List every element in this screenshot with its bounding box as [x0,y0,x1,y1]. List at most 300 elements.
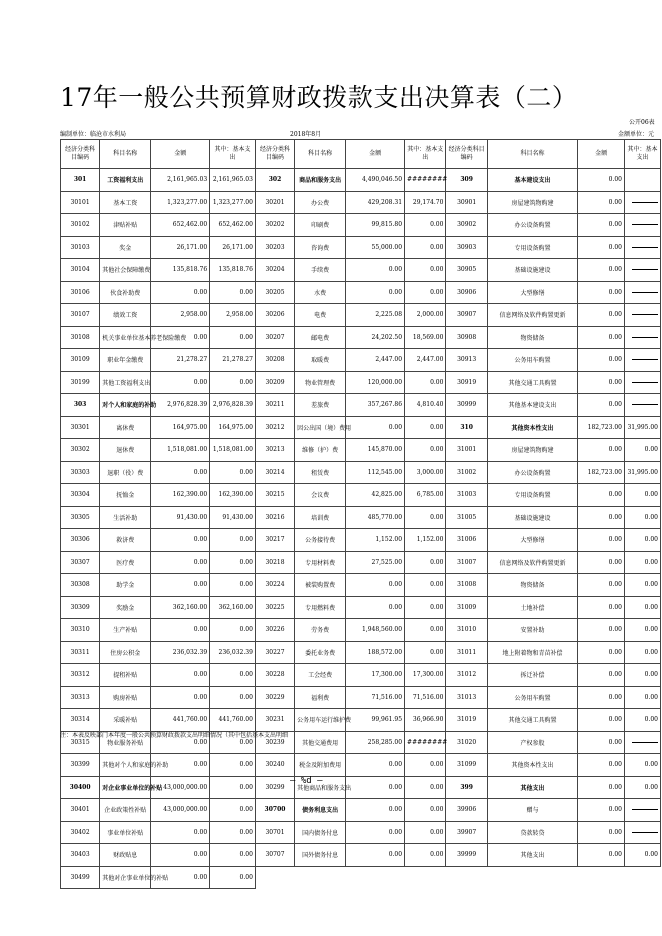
basic-cell [624,326,660,349]
code-cell: 30102 [61,214,100,237]
name-cell: 奖励金 [100,596,151,619]
code-cell: 31019 [446,709,487,732]
amount-cell: 0.00 [578,304,625,327]
header-cell: 经济分类科目编码 [61,140,100,169]
basic-cell: 0.00 [405,821,446,844]
name-cell: 赠与 [487,799,577,822]
table-row [61,349,661,372]
amount-cell: 182,723.00 [578,416,625,439]
basic-cell: 0.00 [624,439,660,462]
basic-cell: 0.00 [405,439,446,462]
code-cell: 30913 [446,349,487,372]
basic-cell: 0.00 [210,686,256,709]
basic-cell: 0.00 [210,776,256,799]
code-cell: 30201 [255,191,294,214]
code-cell: 30401 [61,799,100,822]
name-cell: 其他资本性支出 [487,754,577,777]
header-cell: 金额 [151,140,210,169]
amount-cell: 0.00 [578,709,625,732]
amount-cell: 0.00 [346,799,405,822]
name-cell: 产权参股 [487,731,577,754]
code-cell: 31099 [446,754,487,777]
amount-cell: 362,160.00 [151,596,210,619]
basic-cell [624,259,660,282]
dash-mark [632,224,658,225]
basic-cell [624,236,660,259]
basic-cell: 0.00 [624,619,660,642]
name-cell: 救济费 [100,529,151,552]
name-cell: 生活补助 [100,506,151,529]
header-cell: 其中：基本支出 [405,140,446,169]
code-cell: 30499 [61,866,100,889]
table-row [61,394,661,417]
basic-cell: 0.00 [624,506,660,529]
table-row [61,506,661,529]
amount-cell: 4,490,046.50 [346,169,405,192]
code-cell: 30313 [61,686,100,709]
table-row [61,416,661,439]
name-cell: 津贴补贴 [100,214,151,237]
amount-cell: 0.00 [578,439,625,462]
amount-cell: 0.00 [578,281,625,304]
amount-cell: 145,870.00 [346,439,405,462]
basic-cell: 135,818.76 [210,259,256,282]
code-cell: 30224 [255,574,294,597]
basic-cell [624,866,660,889]
code-cell: 30216 [255,506,294,529]
amount-cell: 0.00 [578,506,625,529]
amount-cell: 2,225.08 [346,304,405,327]
code-cell: 30919 [446,371,487,394]
compiling-unit: 编制单位：临沧市水利局 [60,131,127,138]
name-cell: 离休费 [100,416,151,439]
basic-cell [624,394,660,417]
name-cell: 商品和服务支出 [295,169,346,192]
name-cell: 专用设备购置 [487,236,577,259]
name-cell: 其他支出 [487,776,577,799]
amount-cell: 55,000.00 [346,236,405,259]
basic-cell: 0.00 [624,551,660,574]
name-cell: 信息网络及软件购置更新 [487,551,577,574]
name-cell: 其他资本性支出 [487,416,577,439]
code-cell: 30400 [61,776,100,799]
code-cell: 31007 [446,551,487,574]
basic-cell: 71,516.00 [405,686,446,709]
table-row [61,191,661,214]
code-cell: 30208 [255,349,294,372]
basic-cell: 0.00 [624,776,660,799]
basic-cell: 0.00 [405,776,446,799]
amount-cell: 0.00 [578,664,625,687]
code-cell: 30707 [255,844,294,867]
basic-cell: 0.00 [405,371,446,394]
amount-cell: 258,285.00 [346,731,405,754]
table-row [61,619,661,642]
basic-cell: 2,447.00 [405,349,446,372]
code-cell [255,866,294,889]
amount-cell: 236,032.39 [151,641,210,664]
basic-cell: 0.00 [405,619,446,642]
basic-cell: 29,174.70 [405,191,446,214]
amount-cell: 0.00 [346,416,405,439]
amount-cell: 429,208.31 [346,191,405,214]
amount-cell: 0.00 [578,574,625,597]
basic-cell [624,214,660,237]
name-cell [295,866,346,889]
amount-cell: 0.00 [346,776,405,799]
code-cell: 30999 [446,394,487,417]
amount-cell: 0.00 [578,371,625,394]
code-cell: 30314 [61,709,100,732]
name-cell: 贷款转贷 [487,821,577,844]
table-row [61,439,661,462]
name-cell: 国内债务付息 [295,821,346,844]
amount-cell: 162,390.00 [151,484,210,507]
header-cell: 科目名称 [295,140,346,169]
code-cell: 30106 [61,281,100,304]
code-cell: 30306 [61,529,100,552]
basic-cell: 2,161,965.03 [210,169,256,192]
amount-cell: 1,518,081.00 [151,439,210,462]
basic-cell: 0.00 [405,574,446,597]
basic-cell: 0.00 [624,484,660,507]
basic-cell: 0.00 [210,664,256,687]
name-cell: 差旅费 [295,394,346,417]
name-cell: 办公设备购置 [487,461,577,484]
code-cell: 30108 [61,326,100,349]
table-row [61,664,661,687]
basic-cell: 0.00 [624,641,660,664]
footnote: 注：本表反映部门本年度一般公共预算财政拨款支出明细情况（其中包括基本支出明细 [60,732,289,739]
amount-cell: 357,267.86 [346,394,405,417]
name-cell: 抚恤金 [100,484,151,507]
table-row [61,259,661,282]
basic-cell: 0.00 [405,214,446,237]
code-cell: 30101 [61,191,100,214]
name-cell: 安置补助 [487,619,577,642]
code-cell: 30907 [446,304,487,327]
table-row [61,776,661,799]
name-cell: 维修（护）费 [295,439,346,462]
code-cell: 30206 [255,304,294,327]
table-row [61,754,661,777]
amount-cell: 24,202.50 [346,326,405,349]
amount-cell: 99,815.80 [346,214,405,237]
dash-mark [632,359,658,360]
code-cell: 30304 [61,484,100,507]
code-cell: 30399 [61,754,100,777]
code-cell: 309 [446,169,487,192]
currency-unit: 金额单位：元 [618,131,655,138]
dash-mark [632,314,658,315]
basic-cell [624,281,660,304]
basic-cell: 0.00 [210,371,256,394]
basic-cell: 0.00 [405,416,446,439]
amount-cell: 0.00 [346,259,405,282]
amount-cell: 0.00 [346,596,405,619]
name-cell: 公务用车运行维护费 [295,709,346,732]
basic-cell: 6,785.00 [405,484,446,507]
name-cell: 被装购置费 [295,574,346,597]
amount-cell: 0.00 [578,326,625,349]
name-cell: 绩效工资 [100,304,151,327]
basic-cell: 1,518,081.00 [210,439,256,462]
name-cell: 退职（役）费 [100,461,151,484]
name-cell: 其他交通工具购置 [487,371,577,394]
code-cell: 30902 [446,214,487,237]
amount-cell: 0.00 [578,596,625,619]
amount-cell: 0.00 [578,641,625,664]
name-cell: 电费 [295,304,346,327]
amount-cell: 0.00 [346,844,405,867]
code-cell: 30211 [255,394,294,417]
code-cell: 31002 [446,461,487,484]
basic-cell [624,821,660,844]
basic-cell [624,169,660,192]
name-cell: 提租补贴 [100,664,151,687]
name-cell: 大型修缮 [487,529,577,552]
code-cell: 31020 [446,731,487,754]
amount-cell: 0.00 [151,326,210,349]
code-cell: 30310 [61,619,100,642]
name-cell: 邮电费 [295,326,346,349]
amount-cell: 0.00 [151,664,210,687]
table-row [61,799,661,822]
header-cell: 其中：基本支出 [210,140,256,169]
code-cell: 30229 [255,686,294,709]
name-cell: 手续费 [295,259,346,282]
name-cell: 对企业事业单位的补贴 [100,776,151,799]
name-cell: 事业单位补贴 [100,821,151,844]
amount-cell: 182,723.00 [578,461,625,484]
amount-cell: 0.00 [578,776,625,799]
basic-cell: 0.00 [210,799,256,822]
page-number: — %d — [290,776,323,786]
amount-cell: 0.00 [151,574,210,597]
amount-cell: 0.00 [578,529,625,552]
name-cell: 房屋建筑物购建 [487,439,577,462]
basic-cell: 0.00 [405,844,446,867]
basic-cell: 4,810.40 [405,394,446,417]
basic-cell [624,731,660,754]
amount-cell: 21,278.27 [151,349,210,372]
basic-cell: 362,160.00 [210,596,256,619]
table-row [61,281,661,304]
code-cell: 30305 [61,506,100,529]
amount-cell: 1,948,560.00 [346,619,405,642]
basic-cell: 0.00 [210,731,256,754]
name-cell: 基础设施建设 [487,506,577,529]
code-cell: 30908 [446,326,487,349]
amount-cell: 188,572.00 [346,641,405,664]
header-cell: 金额 [578,140,625,169]
name-cell: 物业服务补贴 [100,731,151,754]
basic-cell: ######## [405,169,446,192]
basic-cell [624,799,660,822]
amount-cell: 0.00 [578,686,625,709]
code-cell: 30104 [61,259,100,282]
basic-cell: 0.00 [624,686,660,709]
basic-cell: 0.00 [624,844,660,867]
basic-cell: 3,000.00 [405,461,446,484]
code-cell: 30199 [61,371,100,394]
name-cell: 其他交通费用 [295,731,346,754]
basic-cell: 1,152.00 [405,529,446,552]
code-cell: 399 [446,776,487,799]
basic-cell: 36,966.90 [405,709,446,732]
name-cell: 基本工资 [100,191,151,214]
table-row [61,709,661,732]
name-cell: 奖金 [100,236,151,259]
amount-cell: 0.00 [151,461,210,484]
code-cell: 30217 [255,529,294,552]
amount-cell: 0.00 [578,259,625,282]
amount-cell: 441,760.00 [151,709,210,732]
header-cell: 经济分类科目编码 [255,140,294,169]
table-row [61,844,661,867]
basic-cell: 0.00 [405,754,446,777]
name-cell: 企业政策性补贴 [100,799,151,822]
code-cell: 31013 [446,686,487,709]
basic-cell: 0.00 [210,326,256,349]
name-cell: 伙食补助费 [100,281,151,304]
name-cell: 大型修缮 [487,281,577,304]
amount-cell: 27,525.00 [346,551,405,574]
name-cell: 助学金 [100,574,151,597]
name-cell: 专用材料费 [295,551,346,574]
code-cell: 30226 [255,619,294,642]
amount-cell: 1,152.00 [346,529,405,552]
code-cell: 30700 [255,799,294,822]
amount-cell: 0.00 [346,574,405,597]
amount-cell: 0.00 [151,844,210,867]
name-cell: 物资储备 [487,326,577,349]
name-cell: 会议费 [295,484,346,507]
amount-cell: 0.00 [151,754,210,777]
name-cell: 基础设施建设 [487,259,577,282]
basic-cell: 91,430.00 [210,506,256,529]
code-cell: 30901 [446,191,487,214]
amount-cell: 0.00 [578,349,625,372]
table-row [61,866,661,889]
basic-cell: 652,462.00 [210,214,256,237]
amount-cell: 91,430.00 [151,506,210,529]
code-cell: 30905 [446,259,487,282]
basic-cell: 1,323,277.00 [210,191,256,214]
amount-cell: 0.00 [151,821,210,844]
code-cell: 30403 [61,844,100,867]
name-cell: 房屋建筑物购建 [487,191,577,214]
code-cell [446,866,487,889]
name-cell: 公务用车购置 [487,349,577,372]
basic-cell: 0.00 [624,574,660,597]
name-cell: 水费 [295,281,346,304]
basic-cell: 0.00 [210,844,256,867]
code-cell: 30212 [255,416,294,439]
code-cell: 30205 [255,281,294,304]
amount-cell: 0.00 [151,281,210,304]
amount-cell: 0.00 [151,686,210,709]
name-cell: 工会经费 [295,664,346,687]
name-cell: 基本建设支出 [487,169,577,192]
amount-cell: 0.00 [578,799,625,822]
code-cell: 30240 [255,754,294,777]
table-row [61,304,661,327]
name-cell: 税金及附加费用 [295,754,346,777]
basic-cell: 31,995.00 [624,416,660,439]
dash-mark [632,809,658,810]
name-cell: 采暖补贴 [100,709,151,732]
code-cell: 310 [446,416,487,439]
page-title: 17年一般公共预算财政拨款支出决算表（二） [60,83,578,112]
code-cell: 31005 [446,506,487,529]
amount-cell: 0.00 [346,821,405,844]
basic-cell: 2,976,828.39 [210,394,256,417]
amount-cell: 0.00 [578,214,625,237]
table-row [61,529,661,552]
name-cell: 其他工资福利支出 [100,371,151,394]
name-cell: 劳务费 [295,619,346,642]
basic-cell: 0.00 [624,754,660,777]
name-cell: 办公设备购置 [487,214,577,237]
amount-cell: 112,545.00 [346,461,405,484]
amount-cell [578,866,625,889]
amount-cell: 0.00 [578,844,625,867]
code-cell: 30239 [255,731,294,754]
dash-mark [632,292,658,293]
amount-cell: 0.00 [578,731,625,754]
header-cell: 金额 [346,140,405,169]
amount-cell: 71,516.00 [346,686,405,709]
basic-cell [624,371,660,394]
code-cell: 30107 [61,304,100,327]
amount-cell: 2,447.00 [346,349,405,372]
basic-cell [405,866,446,889]
code-cell: 30109 [61,349,100,372]
amount-cell: 0.00 [346,281,405,304]
basic-cell: 0.00 [210,281,256,304]
name-cell: 因公出国（境）费用 [295,416,346,439]
name-cell [487,866,577,889]
basic-cell: 236,032.39 [210,641,256,664]
table-row [61,641,661,664]
header-cell: 其中：基本支出 [624,140,660,169]
code-cell: 301 [61,169,100,192]
name-cell: 信息网络及软件购置更新 [487,304,577,327]
report-date: 2018年8月 [290,131,322,138]
code-cell: 30302 [61,439,100,462]
amount-cell: 0.00 [578,754,625,777]
basic-cell: 31,995.00 [624,461,660,484]
dash-mark [632,247,658,248]
amount-cell: 99,961.95 [346,709,405,732]
name-cell: 对个人和家庭的补助 [100,394,151,417]
name-cell: 物业管理费 [295,371,346,394]
basic-cell [624,304,660,327]
name-cell: 专用设备购置 [487,484,577,507]
table-row [61,169,661,192]
code-cell: 30231 [255,709,294,732]
amount-cell: 0.00 [151,619,210,642]
basic-cell: 0.00 [405,236,446,259]
name-cell: 退休费 [100,439,151,462]
name-cell: 培训费 [295,506,346,529]
code-cell: 31008 [446,574,487,597]
amount-cell: 485,770.00 [346,506,405,529]
code-cell: 31009 [446,596,487,619]
code-cell: 30203 [255,236,294,259]
code-cell: 302 [255,169,294,192]
